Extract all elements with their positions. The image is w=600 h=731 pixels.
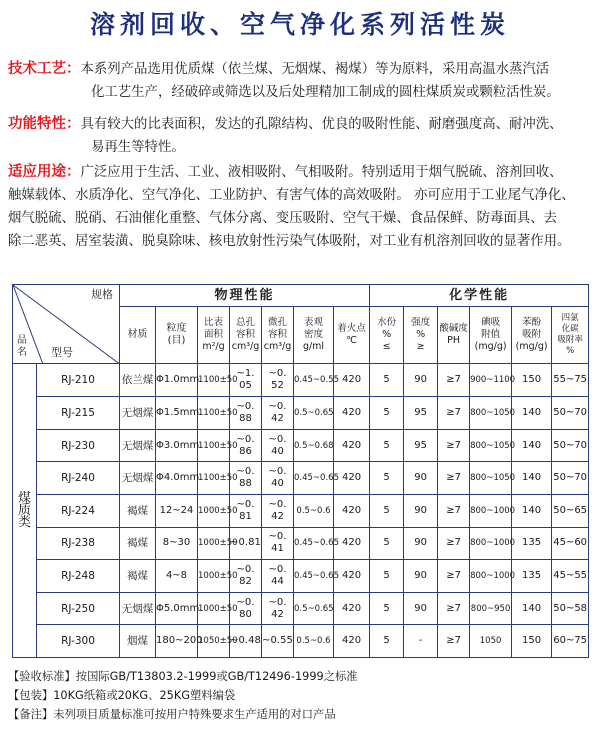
header-material: 材质 — [120, 307, 156, 364]
cell-micro-pore: ~0. 40 — [262, 462, 294, 495]
cell-moisture: 5 — [370, 527, 404, 560]
cell-density: 0.5~0.65 — [294, 592, 334, 625]
use-line4: 除二恶英、居室装潢、脱臭除味、核电放射性污染气体吸附，对工业有机溶剂回收的显著作用。 — [8, 234, 571, 249]
cell-benzene: 135 — [512, 560, 552, 593]
corner-category-label: 品名 — [17, 335, 27, 359]
cell-moisture: 5 — [370, 625, 404, 658]
cell-moisture: 5 — [370, 462, 404, 495]
cell-ignition: 420 — [334, 397, 370, 430]
cell-surface: 1050±50 — [198, 625, 230, 658]
header-iodine: 碘吸 附值 (mg/g) — [470, 307, 512, 364]
cell-iodine: 800~1050 — [470, 397, 512, 430]
cell-material: 褐煤 — [120, 494, 156, 527]
use-label: 适应用途： — [8, 164, 81, 180]
category-cell: 煤 质 类 — [13, 364, 37, 658]
cell-model: RJ-224 — [37, 494, 120, 527]
cell-moisture: 5 — [370, 560, 404, 593]
cell-ph: ≥7 — [438, 625, 470, 658]
tech-label: 技术工艺： — [8, 61, 81, 77]
header-ccl4: 四氯 化碳 吸附率 % — [552, 307, 589, 364]
cell-surface: 1000±50 — [198, 592, 230, 625]
cell-surface: 1000±50 — [198, 527, 230, 560]
note-standard: 【验收标准】按国际GB/T13803.2-1999或GB/T12496-1999之标准 — [8, 670, 358, 683]
cell-total-pore: ~0. 81 — [230, 494, 262, 527]
cell-density: 0.45~0.65 — [294, 527, 334, 560]
cell-ccl4: 55~75 — [552, 364, 589, 397]
note-remark: 【备注】未列项目质量标准可按用户特殊要求生产适用的对口产品 — [8, 708, 336, 721]
cell-material: 无烟煤 — [120, 592, 156, 625]
cell-ph: ≥7 — [438, 462, 470, 495]
cell-surface: 1000±50 — [198, 560, 230, 593]
header-density: 表观 密度 g/ml — [294, 307, 334, 364]
notes-section — [8, 667, 358, 724]
cell-ccl4: 45~60 — [552, 527, 589, 560]
header-surface: 比表 面积 m²/g — [198, 307, 230, 364]
spec-table — [12, 284, 589, 658]
cell-ccl4: 45~55 — [552, 560, 589, 593]
cell-surface: 1100±50 — [198, 462, 230, 495]
cell-ignition: 420 — [334, 429, 370, 462]
cell-ignition: 420 — [334, 625, 370, 658]
cell-size: Φ1.5mm — [156, 397, 198, 430]
cell-size: 12~24 — [156, 494, 198, 527]
cell-ccl4: 60~75 — [552, 625, 589, 658]
tech-section — [8, 58, 593, 104]
cell-total-pore: ~0.81 — [230, 527, 262, 560]
cell-ignition: 420 — [334, 527, 370, 560]
tech-line2: 化工艺生产，经破碎或筛选以及后处理精加工制成的圆柱煤质炭或颗粒活性炭。 — [91, 85, 560, 100]
note-packaging: 【包装】10KG纸箱或20KG、25KG塑料编袋 — [8, 689, 236, 702]
cell-micro-pore: ~0. 41 — [262, 527, 294, 560]
cell-ph: ≥7 — [438, 397, 470, 430]
table-row — [13, 625, 589, 658]
use-line2: 触媒载体、水质净化、空气净化、工业防护、有害气体的高效吸附。 亦可应用于工业尾气净化、 — [8, 188, 575, 203]
cell-moisture: 5 — [370, 364, 404, 397]
cell-benzene: 135 — [512, 527, 552, 560]
cell-material: 无烟煤 — [120, 429, 156, 462]
cell-benzene: 150 — [512, 364, 552, 397]
cell-total-pore: ~0. 82 — [230, 560, 262, 593]
cell-ph: ≥7 — [438, 527, 470, 560]
cell-micro-pore: ~0. 42 — [262, 397, 294, 430]
header-moisture: 水份 % ≤ — [370, 307, 404, 364]
page-title: 溶剂回收、空气净化系列活性炭 — [89, 10, 510, 39]
cell-benzene: 140 — [512, 429, 552, 462]
cell-strength: - — [404, 625, 438, 658]
cell-ph: ≥7 — [438, 494, 470, 527]
cell-moisture: 5 — [370, 429, 404, 462]
cell-material: 无烟煤 — [120, 462, 156, 495]
table-row — [13, 429, 589, 462]
table-row — [13, 560, 589, 593]
cell-size: Φ3.0mm — [156, 429, 198, 462]
cell-surface: 1000±50 — [198, 494, 230, 527]
cell-iodine: 900~1100 — [470, 364, 512, 397]
group-physical: 物理性能 — [120, 285, 370, 307]
cell-moisture: 5 — [370, 592, 404, 625]
cell-micro-pore: ~0. 44 — [262, 560, 294, 593]
cell-ignition: 420 — [334, 364, 370, 397]
cell-strength: 90 — [404, 527, 438, 560]
cell-total-pore: ~0. 88 — [230, 462, 262, 495]
use-line1: 广泛应用于生活、工业、液相吸附、气相吸附。特别适用于烟气脱硫、溶剂回收、 — [80, 165, 563, 180]
cell-strength: 90 — [404, 560, 438, 593]
cell-density: 0.45~0.65 — [294, 560, 334, 593]
table-row — [13, 364, 589, 397]
cell-size: Φ1.0mm — [156, 364, 198, 397]
cell-model: RJ-238 — [37, 527, 120, 560]
cell-material: 褐煤 — [120, 560, 156, 593]
cell-strength: 90 — [404, 462, 438, 495]
header-strength: 强度 % ≥ — [404, 307, 438, 364]
header-ph: 酸碱度 PH — [438, 307, 470, 364]
cell-micro-pore: ~0. 40 — [262, 429, 294, 462]
cell-moisture: 5 — [370, 494, 404, 527]
cell-moisture: 5 — [370, 397, 404, 430]
cell-model: RJ-250 — [37, 592, 120, 625]
cell-total-pore: ~0. 88 — [230, 397, 262, 430]
header-benzene: 苯酚 吸附 (mg/g) — [512, 307, 552, 364]
cell-density: 0.5~0.6 — [294, 494, 334, 527]
use-line3: 烟气脱硫、脱硝、石油催化重整、气体分离、变压吸附、空气干燥、食品保鲜、防毒面具、去 — [8, 211, 558, 226]
cell-model: RJ-300 — [37, 625, 120, 658]
cell-material: 无烟煤 — [120, 397, 156, 430]
cell-strength: 90 — [404, 592, 438, 625]
table-row — [13, 494, 589, 527]
table-row — [13, 462, 589, 495]
cell-benzene: 140 — [512, 462, 552, 495]
cell-ccl4: 50~70 — [552, 397, 589, 430]
cell-surface: 1100±50 — [198, 429, 230, 462]
table-row — [13, 397, 589, 430]
header-micro-pore: 微孔 容积 cm³/g — [262, 307, 294, 364]
cell-ph: ≥7 — [438, 560, 470, 593]
feature-label: 功能特性： — [8, 116, 81, 132]
cell-iodine: 800~950 — [470, 592, 512, 625]
cell-ccl4: 50~58 — [552, 592, 589, 625]
cell-density: 0.45~0.55 — [294, 364, 334, 397]
cell-total-pore: ~1. 05 — [230, 364, 262, 397]
corner-model-label: 型号 — [51, 346, 73, 360]
group-chemical: 化学性能 — [370, 285, 589, 307]
tech-line1: 本系列产品选用优质煤（依兰煤、无烟煤、褐煤）等为原料，采用高温水蒸汽活 — [80, 62, 550, 77]
cell-model: RJ-240 — [37, 462, 120, 495]
table-corner-cell — [13, 285, 120, 364]
cell-strength: 90 — [404, 364, 438, 397]
cell-surface: 1100±50 — [198, 397, 230, 430]
cell-strength: 95 — [404, 397, 438, 430]
corner-spec-label: 规格 — [91, 288, 113, 301]
cell-ignition: 420 — [334, 494, 370, 527]
cell-benzene: 140 — [512, 397, 552, 430]
cell-density: 0.5~0.68 — [294, 429, 334, 462]
table-row — [13, 527, 589, 560]
cell-size: 4~8 — [156, 560, 198, 593]
cell-ccl4: 50~70 — [552, 462, 589, 495]
table-row — [13, 592, 589, 625]
cell-iodine: 800~1050 — [470, 429, 512, 462]
cell-surface: 1100±50 — [198, 364, 230, 397]
cell-ccl4: 50~65 — [552, 494, 589, 527]
cell-material: 褐煤 — [120, 527, 156, 560]
cell-ph: ≥7 — [438, 429, 470, 462]
cell-total-pore: ~0. 86 — [230, 429, 262, 462]
header-size: 粒度 (目) — [156, 307, 198, 364]
cell-material: 烟煤 — [120, 625, 156, 658]
cell-model: RJ-210 — [37, 364, 120, 397]
feature-section — [8, 113, 593, 159]
cell-iodine: 800~1050 — [470, 462, 512, 495]
header-total-pore: 总孔 容积 cm³/g — [230, 307, 262, 364]
cell-size: Φ4.0mm — [156, 462, 198, 495]
cell-iodine: 1050 — [470, 625, 512, 658]
cell-strength: 95 — [404, 429, 438, 462]
cell-micro-pore: ~0. 42 — [262, 494, 294, 527]
cell-benzene: 150 — [512, 625, 552, 658]
cell-density: 0.5~0.6 — [294, 625, 334, 658]
cell-ignition: 420 — [334, 560, 370, 593]
cell-total-pore: ~0.48 — [230, 625, 262, 658]
cell-size: 8~30 — [156, 527, 198, 560]
cell-size: Φ5.0mm — [156, 592, 198, 625]
cell-material: 依兰煤 — [120, 364, 156, 397]
cell-micro-pore: ~0. 52 — [262, 364, 294, 397]
cell-iodine: 800~1000 — [470, 560, 512, 593]
cell-model: RJ-248 — [37, 560, 120, 593]
cell-ignition: 420 — [334, 592, 370, 625]
cell-model: RJ-230 — [37, 429, 120, 462]
feature-line2: 易再生等特性。 — [91, 140, 185, 155]
cell-density: 0.5~0.65 — [294, 397, 334, 430]
cell-model: RJ-215 — [37, 397, 120, 430]
cell-ccl4: 50~70 — [552, 429, 589, 462]
cell-ph: ≥7 — [438, 364, 470, 397]
cell-iodine: 800~1000 — [470, 494, 512, 527]
cell-density: 0.45~0.65 — [294, 462, 334, 495]
cell-size: 180~200 — [156, 625, 198, 658]
use-section — [8, 161, 593, 253]
header-ignition: 着火点 ℃ — [334, 307, 370, 364]
feature-line1: 具有较大的比表面积，发达的孔隙结构、优良的吸附性能、耐磨强度高、耐冲洗、 — [80, 117, 563, 132]
cell-ph: ≥7 — [438, 592, 470, 625]
cell-iodine: 800~1000 — [470, 527, 512, 560]
cell-total-pore: ~0. 80 — [230, 592, 262, 625]
cell-micro-pore: ~0. 42 — [262, 592, 294, 625]
cell-benzene: 140 — [512, 592, 552, 625]
cell-strength: 90 — [404, 494, 438, 527]
cell-benzene: 140 — [512, 494, 552, 527]
cell-ignition: 420 — [334, 462, 370, 495]
cell-micro-pore: ~0.55 — [262, 625, 294, 658]
